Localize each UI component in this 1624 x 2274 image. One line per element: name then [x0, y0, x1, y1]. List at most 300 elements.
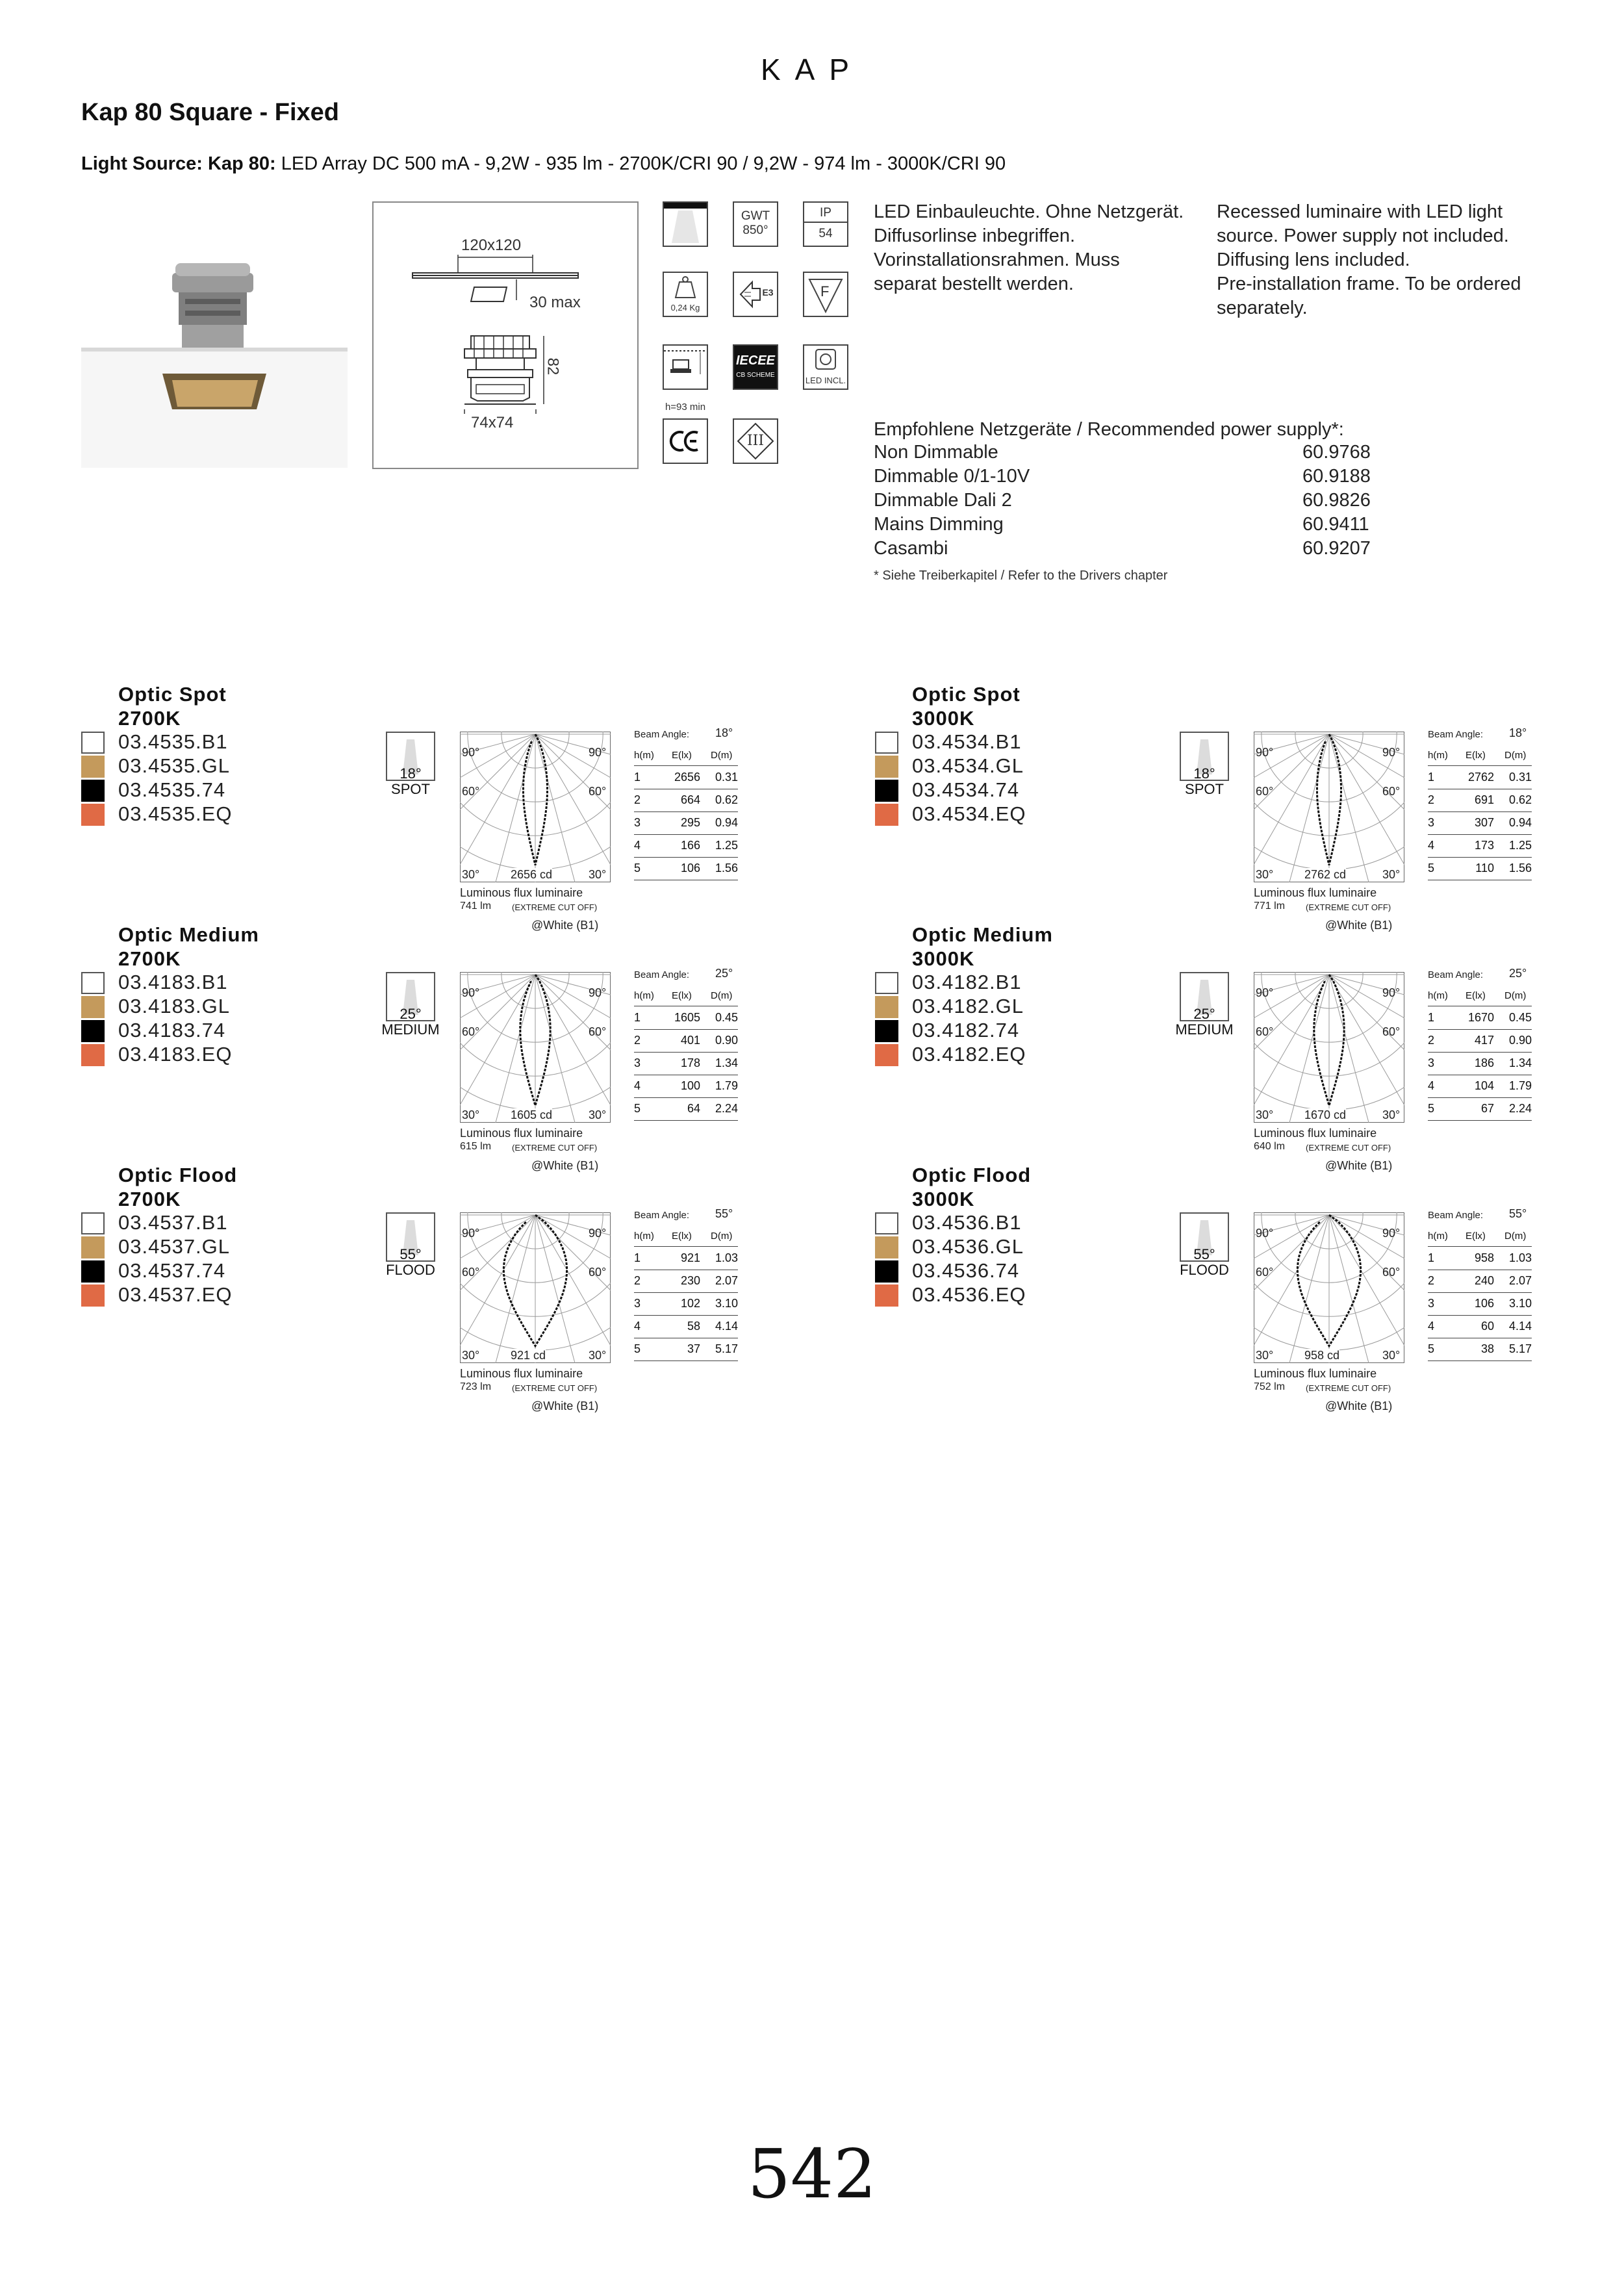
white-finish-note: @White (B1) [1325, 1159, 1393, 1172]
finish-swatch-black [875, 1020, 898, 1042]
table-cell-h: 5 [1428, 862, 1435, 875]
polar-label-30-left: 30° [1256, 868, 1274, 881]
article-code: 03.4536.EQ [912, 1283, 1026, 1306]
polar-label-60-left: 60° [1256, 1266, 1274, 1279]
product-photo [81, 201, 348, 468]
table-cell-e: 691 [1474, 793, 1494, 806]
beam-degree: 25° [400, 1006, 422, 1022]
flux-label: Luminous flux luminaire [1254, 1127, 1377, 1140]
dimension-drawing [372, 201, 639, 469]
table-cell-d: 3.10 [715, 1297, 738, 1310]
cutoff-label: (EXTREME CUT OFF) [1306, 1143, 1391, 1153]
table-header-cell: E(lx) [1465, 1231, 1486, 1242]
power-supply-name: Casambi [874, 538, 948, 559]
dim-depth-label: 30 max [529, 294, 581, 311]
polar-label-90-right: 90° [589, 986, 607, 999]
code-row [81, 1211, 341, 1234]
table-header-cell: D(m) [1504, 1231, 1527, 1242]
flux-value: 752 lm [1254, 1381, 1286, 1392]
code-row [875, 1259, 1135, 1283]
table-cell-e: 417 [1474, 1034, 1494, 1047]
table-cell-d: 1.79 [1508, 1079, 1532, 1092]
table-header-cell: h(m) [634, 1231, 654, 1242]
table-header-cell: D(m) [1504, 750, 1527, 761]
table-cell-h: 5 [634, 1342, 641, 1355]
weight-value: 0,24 Kg [670, 303, 700, 313]
table-row [1428, 812, 1532, 835]
table-cell-h: 4 [634, 839, 641, 852]
article-code: 03.4537.GL [118, 1235, 231, 1258]
table-cell-e: 230 [680, 1274, 700, 1287]
table-row [634, 835, 738, 858]
finish-swatch-white [875, 1212, 898, 1234]
polar-label-90-right: 90° [589, 746, 607, 759]
table-cell-e: 106 [680, 862, 700, 875]
table-cell-e: 2762 [1467, 771, 1494, 784]
table-header-cell: E(lx) [672, 1231, 692, 1242]
table-cell-d: 1.56 [1508, 862, 1532, 875]
table-header-cell: D(m) [711, 990, 733, 1001]
optic-block [81, 923, 796, 1172]
class-iii-icon [733, 418, 778, 464]
article-code: 03.4183.GL [118, 995, 231, 1017]
table-cell-h: 3 [1428, 1056, 1435, 1069]
polar-label-90-left: 90° [462, 986, 480, 999]
table-cell-h: 4 [634, 1079, 641, 1092]
beam-angle-value: 55° [715, 1207, 733, 1220]
table-row [634, 1098, 738, 1121]
table-header-cell: h(m) [1428, 990, 1448, 1001]
power-supply-name: Dimmable 0/1-10V [874, 466, 1030, 487]
table-header-cell: E(lx) [672, 990, 692, 1001]
flux-label: Luminous flux luminaire [1254, 886, 1377, 899]
table-header-cell: D(m) [1504, 990, 1527, 1001]
polar-label-60-right: 60° [589, 785, 607, 798]
peak-candela: 2656 cd [511, 868, 553, 881]
table-row [634, 1007, 738, 1030]
led-included-label: LED INCL. [805, 376, 846, 385]
table-cell-h: 2 [634, 1034, 641, 1047]
flux-value: 723 lm [460, 1381, 492, 1392]
optic-cct: 3000K [912, 707, 975, 730]
table-header-cell: h(m) [634, 750, 654, 761]
peak-candela: 2762 cd [1304, 868, 1347, 881]
table-cell-h: 3 [1428, 1297, 1435, 1310]
table-row [634, 1270, 738, 1293]
table-row [634, 1338, 738, 1361]
table-cell-d: 3.10 [1508, 1297, 1532, 1310]
table-cell-e: 295 [680, 816, 700, 829]
table-cell-d: 1.34 [1508, 1056, 1532, 1069]
optic-name: Optic Medium [118, 923, 259, 946]
table-row [634, 1075, 738, 1098]
table-row [1428, 1270, 1532, 1293]
cutoff-label: (EXTREME CUT OFF) [1306, 902, 1391, 912]
article-code: 03.4182.B1 [912, 971, 1022, 993]
optic-name: Optic Flood [912, 1164, 1032, 1186]
ip-label: IP [820, 206, 831, 220]
led-included-icon [803, 344, 848, 390]
code-row [81, 754, 341, 778]
table-cell-e: 664 [680, 793, 700, 806]
polar-label-90-right: 90° [1382, 986, 1401, 999]
table-header-cell: E(lx) [672, 750, 692, 761]
table-cell-e: 110 [1475, 862, 1494, 875]
table-row [1428, 1316, 1532, 1338]
gwt-value: 850° [742, 224, 768, 237]
beam-name: MEDIUM [381, 1021, 440, 1038]
finish-swatch-black [81, 780, 105, 802]
table-cell-d: 5.17 [1508, 1342, 1532, 1355]
polar-label-30-right: 30° [589, 1349, 607, 1362]
beam-degree: 18° [400, 765, 422, 782]
code-row [875, 1211, 1135, 1234]
white-finish-note: @White (B1) [531, 1399, 599, 1412]
svg-text:F: F [820, 283, 830, 300]
table-cell-h: 1 [1428, 1011, 1435, 1024]
power-supply-code: 60.9768 [1302, 442, 1371, 463]
beam-degree: 18° [1193, 765, 1215, 782]
table-cell-h: 4 [634, 1320, 641, 1333]
finish-swatch-gold [875, 996, 898, 1018]
table-cell-h: 3 [634, 816, 641, 829]
beam-angle-value: 55° [1509, 1207, 1527, 1220]
table-cell-d: 0.94 [715, 816, 738, 829]
optic-block [875, 1163, 1590, 1412]
code-row [875, 730, 1135, 754]
light-source-text: LED Array DC 500 mA - 9,2W - 935 lm - 2700K/CRI 90 / 9,2W - 974 lm - 3000K/CRI 90 [275, 153, 1006, 174]
table-row [1428, 1007, 1532, 1030]
power-supply-name: Dimmable Dali 2 [874, 490, 1012, 511]
table-header [634, 746, 738, 766]
code-row [81, 1019, 341, 1042]
beam-name: FLOOD [1180, 1262, 1229, 1278]
power-supply-code: 60.9826 [1302, 490, 1371, 511]
code-row [81, 1235, 341, 1258]
polar-label-30-left: 30° [462, 1108, 480, 1121]
beam-name: MEDIUM [1175, 1021, 1234, 1038]
table-cell-h: 2 [1428, 1274, 1435, 1287]
optic-name: Optic Spot [912, 683, 1021, 706]
article-code: 03.4535.GL [118, 754, 231, 777]
table-cell-h: 5 [634, 1102, 641, 1115]
polar-label-60-left: 60° [462, 1266, 480, 1279]
article-code: 03.4182.EQ [912, 1043, 1026, 1066]
finish-swatch-black [81, 1020, 105, 1042]
table-header [1428, 986, 1532, 1006]
iecee-sublabel: CB SCHEME [736, 372, 775, 379]
table-row [634, 812, 738, 835]
table-row [634, 1293, 738, 1316]
table-cell-e: 67 [1480, 1102, 1494, 1115]
finish-swatch-orange [81, 1044, 105, 1066]
table-cell-d: 0.45 [1508, 1011, 1532, 1024]
description-english: Recessed luminaire with LED light source. Power supply not included. Diffusing lens included. Pre-installation frame. To be ordered separately. [1217, 201, 1521, 318]
beam-angle-label: Beam Angle: [634, 1210, 690, 1221]
article-code: 03.4182.GL [912, 995, 1024, 1017]
table-cell-e: 102 [680, 1297, 700, 1310]
table-cell-h: 4 [1428, 1320, 1435, 1333]
table-cell-d: 0.94 [1508, 816, 1532, 829]
polar-label-90-left: 90° [462, 746, 480, 759]
flux-value: 771 lm [1254, 901, 1286, 912]
table-cell-h: 3 [1428, 816, 1435, 829]
code-row [875, 1043, 1135, 1066]
optic-cct: 3000K [912, 947, 975, 970]
article-code: 03.4182.74 [912, 1019, 1020, 1041]
finish-swatch-gold [81, 756, 105, 778]
table-cell-e: 307 [1474, 816, 1494, 829]
polar-label-30-right: 30° [589, 1108, 607, 1121]
table-cell-d: 1.25 [1508, 839, 1532, 852]
table-row [1428, 858, 1532, 880]
code-row [875, 802, 1135, 826]
table-header [1428, 746, 1532, 766]
finish-swatch-orange [875, 1284, 898, 1307]
table-cell-h: 3 [634, 1056, 641, 1069]
table-cell-e: 166 [680, 839, 700, 852]
table-row [634, 858, 738, 880]
power-supply-note: * Siehe Treiberkapitel / Refer to the Drivers chapter [874, 568, 1168, 583]
optic-name: Optic Spot [118, 683, 227, 706]
finish-swatch-black [875, 1260, 898, 1283]
finish-swatch-white [81, 972, 105, 994]
table-cell-h: 2 [1428, 793, 1435, 806]
table-row [634, 1316, 738, 1338]
table-row [1428, 1338, 1532, 1361]
table-header-cell: h(m) [1428, 1231, 1448, 1242]
description-german: LED Einbauleuchte. Ohne Netzgerät. Diffusorlinse inbegriffen. Vorinstallationsrahmen. Muss separat bestellt werden. [874, 201, 1184, 294]
polar-label-30-right: 30° [1382, 1108, 1401, 1121]
table-cell-d: 0.90 [715, 1034, 738, 1047]
polar-label-60-left: 60° [1256, 785, 1274, 798]
table-cell-d: 0.90 [1508, 1034, 1532, 1047]
downlight-symbol-icon [663, 201, 708, 247]
table-cell-e: 2656 [674, 771, 700, 784]
table-cell-e: 37 [687, 1342, 700, 1355]
beam-degree: 55° [1193, 1246, 1215, 1262]
polar-label-60-left: 60° [462, 1025, 480, 1038]
table-row [1428, 1053, 1532, 1075]
article-code: 03.4534.B1 [912, 730, 1022, 753]
polar-label-30-right: 30° [589, 868, 607, 881]
table-cell-e: 173 [1474, 839, 1494, 852]
table-cell-e: 186 [1474, 1056, 1494, 1069]
table-cell-h: 3 [634, 1297, 641, 1310]
optic-block [875, 682, 1590, 932]
peak-candela: 1670 cd [1304, 1108, 1347, 1121]
table-cell-h: 2 [634, 793, 641, 806]
flux-value: 741 lm [460, 901, 492, 912]
cutoff-label: (EXTREME CUT OFF) [1306, 1383, 1391, 1393]
beam-angle-value: 25° [715, 967, 733, 980]
polar-label-60-right: 60° [589, 1025, 607, 1038]
power-supply-name: Non Dimmable [874, 442, 998, 463]
table-cell-e: 106 [1474, 1297, 1494, 1310]
table-cell-e: 1605 [674, 1011, 700, 1024]
optic-block [81, 682, 796, 932]
table-cell-h: 1 [634, 1011, 641, 1024]
finish-swatch-gold [875, 756, 898, 778]
table-cell-e: 921 [680, 1251, 700, 1264]
table-cell-d: 4.14 [1508, 1320, 1532, 1333]
flux-label: Luminous flux luminaire [460, 1367, 583, 1380]
table-row [634, 1247, 738, 1270]
table-row [1428, 1247, 1532, 1270]
table-header-cell: h(m) [634, 990, 654, 1001]
table-row [634, 1030, 738, 1053]
beam-angle-value: 25° [1509, 967, 1527, 980]
table-cell-h: 1 [1428, 1251, 1435, 1264]
beam-name: SPOT [391, 781, 430, 797]
polar-label-30-left: 30° [1256, 1108, 1274, 1121]
flux-value: 615 lm [460, 1141, 492, 1152]
article-code: 03.4537.74 [118, 1259, 226, 1282]
polar-label-90-left: 90° [1256, 986, 1274, 999]
polar-label-30-left: 30° [1256, 1349, 1274, 1362]
polar-label-90-left: 90° [1256, 1227, 1274, 1240]
optic-name: Optic Medium [912, 923, 1053, 946]
page-title: Kap 80 Square - Fixed [81, 99, 340, 126]
white-finish-note: @White (B1) [531, 1159, 599, 1172]
table-header [634, 986, 738, 1006]
optic-block [81, 1163, 796, 1412]
ip-value: 54 [818, 227, 833, 240]
installation-icon [663, 344, 708, 390]
brand-header: KAP [760, 53, 864, 86]
code-row [81, 1259, 341, 1283]
table-row [634, 1053, 738, 1075]
polar-label-30-left: 30° [462, 868, 480, 881]
beam-angle-label: Beam Angle: [634, 969, 690, 980]
code-row [875, 754, 1135, 778]
article-code: 03.4535.EQ [118, 802, 233, 825]
page-number: 542 [747, 2134, 877, 2214]
table-cell-h: 4 [1428, 839, 1435, 852]
f-mark-icon [803, 272, 848, 317]
code-row [875, 778, 1135, 802]
peak-candela: 921 cd [511, 1349, 546, 1362]
table-cell-d: 1.56 [715, 862, 738, 875]
article-code: 03.4534.GL [912, 754, 1024, 777]
polar-label-60-right: 60° [1382, 1025, 1401, 1038]
beam-angle-label: Beam Angle: [1428, 1210, 1484, 1221]
table-cell-e: 1670 [1467, 1011, 1494, 1024]
flux-value: 640 lm [1254, 1141, 1286, 1152]
gwt-icon [733, 201, 778, 247]
optic-cct: 3000K [912, 1188, 975, 1210]
table-cell-h: 1 [634, 1251, 641, 1264]
light-source-label: Light Source: Kap 80: [81, 153, 276, 174]
table-cell-h: 1 [634, 771, 641, 784]
finish-swatch-orange [875, 804, 898, 826]
iecee-label: IECEE [735, 353, 776, 368]
table-cell-h: 1 [1428, 771, 1435, 784]
finish-swatch-white [81, 1212, 105, 1234]
peak-candela: 958 cd [1304, 1349, 1340, 1362]
beam-name: SPOT [1185, 781, 1224, 797]
class-iii-label: III [746, 433, 765, 449]
finish-swatch-orange [875, 1044, 898, 1066]
white-finish-note: @White (B1) [531, 919, 599, 932]
article-code: 03.4536.B1 [912, 1211, 1022, 1234]
dim-bottom-label: 74x74 [471, 414, 514, 431]
article-code: 03.4534.74 [912, 778, 1020, 801]
finish-swatch-orange [81, 1284, 105, 1307]
table-cell-d: 1.03 [1508, 1251, 1532, 1264]
finish-swatch-black [81, 1260, 105, 1283]
beam-name: FLOOD [386, 1262, 435, 1278]
table-cell-h: 5 [634, 862, 641, 875]
beam-degree: 25° [1193, 1006, 1215, 1022]
table-header [634, 1227, 738, 1247]
table-cell-e: 104 [1474, 1079, 1494, 1092]
table-cell-d: 4.14 [715, 1320, 738, 1333]
light-source-line [81, 153, 1006, 175]
table-row [1428, 789, 1532, 812]
polar-label-30-right: 30° [1382, 868, 1401, 881]
polar-label-90-right: 90° [589, 1227, 607, 1240]
table-cell-d: 1.79 [715, 1079, 738, 1092]
polar-label-60-right: 60° [1382, 1266, 1401, 1279]
optic-cct: 2700K [118, 1188, 181, 1210]
table-cell-h: 4 [1428, 1079, 1435, 1092]
polar-label-60-right: 60° [1382, 785, 1401, 798]
power-supply-code: 60.9207 [1302, 538, 1371, 559]
flux-label: Luminous flux luminaire [460, 886, 583, 899]
cutoff-label: (EXTREME CUT OFF) [512, 1143, 598, 1153]
polar-label-30-right: 30° [1382, 1349, 1401, 1362]
white-finish-note: @White (B1) [1325, 919, 1393, 932]
polar-label-60-right: 60° [589, 1266, 607, 1279]
code-row [875, 971, 1135, 994]
dim-height-label: 82 [544, 357, 562, 376]
dim-top-label: 120x120 [461, 236, 522, 254]
table-cell-e: 38 [1480, 1342, 1494, 1355]
table-header-cell: h(m) [1428, 750, 1448, 761]
optic-cct: 2700K [118, 707, 181, 730]
polar-label-90-right: 90° [1382, 746, 1401, 759]
finish-swatch-gold [81, 996, 105, 1018]
energy-class-label: E3 [762, 287, 774, 298]
table-cell-e: 58 [687, 1320, 700, 1333]
power-supply-title: Empfohlene Netzgeräte / Recommended power supply*: [874, 419, 1344, 440]
beam-angle-value: 18° [715, 726, 733, 739]
table-row [1428, 1293, 1532, 1316]
polar-label-60-left: 60° [462, 785, 480, 798]
finish-swatch-white [81, 732, 105, 754]
table-cell-d: 0.31 [715, 771, 738, 784]
white-finish-note: @White (B1) [1325, 1399, 1393, 1412]
ce-mark-icon [663, 418, 708, 464]
gwt-label: GWT [741, 209, 770, 223]
table-cell-d: 0.31 [1508, 771, 1532, 784]
code-row [81, 778, 341, 802]
code-row [81, 1283, 341, 1307]
table-cell-d: 0.45 [715, 1011, 738, 1024]
beam-angle-label: Beam Angle: [1428, 729, 1484, 740]
flux-label: Luminous flux luminaire [460, 1127, 583, 1140]
finish-swatch-gold [875, 1236, 898, 1258]
polar-label-30-left: 30° [462, 1349, 480, 1362]
table-cell-e: 64 [687, 1102, 700, 1115]
finish-swatch-white [875, 732, 898, 754]
finish-swatch-orange [81, 804, 105, 826]
table-cell-e: 100 [680, 1079, 700, 1092]
table-cell-e: 958 [1474, 1251, 1494, 1264]
table-cell-h: 2 [634, 1274, 641, 1287]
cutoff-label: (EXTREME CUT OFF) [512, 1383, 598, 1393]
